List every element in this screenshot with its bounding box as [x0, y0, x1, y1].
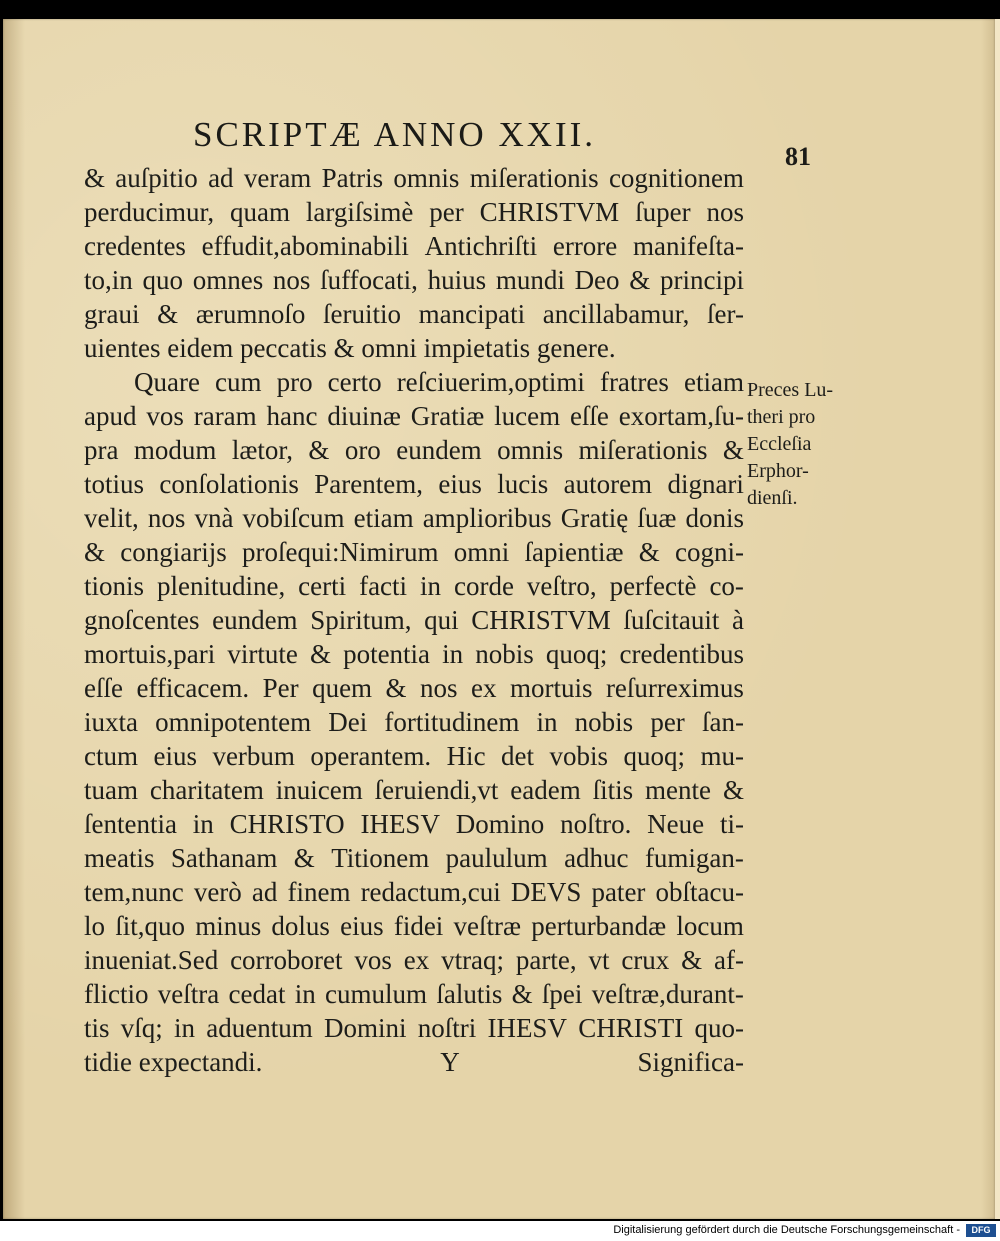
text-line: lo ſit,quo minus dolus eius fidei veſtræ perturbandæ locum: [84, 911, 744, 941]
text-line-final: [84, 1045, 744, 1079]
text-line: pra modum lætor, & oro eundem omnis miſerationis &: [84, 435, 744, 465]
funding-notice: Digitalisierung gefördert durch die Deutsche Forschungsgemeinschaft -: [613, 1224, 960, 1236]
dfg-logo-icon: DFG: [966, 1224, 996, 1237]
text-line: velit, nos vnà vobiſcum etiam amplioribus Gratię ſuæ donis: [84, 503, 744, 533]
text-line: mortuis,pari virtute & potentia in nobis quoq; credentibus: [84, 639, 744, 669]
text-line: tidie expectandi.: [84, 1047, 263, 1077]
text-line: graui & ærumnoſo ſeruitio mancipati ancillabamur, ſer-: [84, 299, 744, 329]
footer-bar: [0, 1221, 1000, 1241]
margin-note-line: Eccleſia: [747, 433, 812, 455]
text-line: to,in quo omnes nos ſuffocati, huius mundi Deo & principi: [84, 265, 744, 295]
page-number: 81: [785, 142, 811, 171]
text-line: eſſe efficacem. Per quem & nos ex mortuis reſurreximus: [84, 673, 744, 703]
text-line: tem,nunc verò ad finem redactum,cui DEVS pater obſtacu-: [84, 877, 744, 907]
text-line: gnoſcentes eundem Spiritum, qui CHRISTVM ſuſcitauit à: [84, 605, 744, 635]
catchword: Significa-: [637, 1047, 744, 1077]
text-line: tionis plenitudine, certi facti in corde veſtro, perfectè co-: [84, 571, 744, 601]
text-line: ctum eius verbum operantem. Hic det vobis quoq; mu-: [84, 741, 744, 771]
margin-note: [747, 377, 857, 512]
text-line: perducimur, quam largiſsimè per CHRISTVM ſuper nos: [84, 197, 744, 227]
running-title: SCRIPTÆ ANNO XXII.: [193, 115, 597, 154]
signature-mark: Y: [440, 1047, 460, 1077]
text-line: credentes effudit,abominabili Antichriſti errore manifeſta-: [84, 231, 744, 261]
book-page: [3, 19, 1000, 1219]
text-line: apud vos raram hanc diuinæ Gratiæ lucem eſſe exortam,ſu-: [84, 401, 744, 431]
text-line: inueniat.Sed corroboret vos ex vtraq; parte, vt crux & af-: [84, 945, 744, 975]
body-text: [84, 161, 744, 1079]
margin-note-line: theri pro: [747, 406, 816, 428]
text-line: Quare cum pro certo reſciuerim,optimi fratres etiam: [134, 367, 744, 397]
text-line: meatis Sathanam & Titionem paululum adhuc fumigan-: [84, 843, 744, 873]
margin-note-line: Erphor-: [747, 460, 809, 482]
text-line: tuam charitatem inuicem ſeruiendi,vt eadem ſitis mente &: [84, 775, 744, 805]
text-line: & congiarijs proſequi:Nimirum omni ſapientiæ & cogni-: [84, 537, 744, 567]
text-line: ſententia in CHRISTO IHESV Domino noſtro. Neue ti-: [84, 809, 744, 839]
text-line: iuxta omnipotentem Dei fortitudinem in nobis per ſan-: [84, 707, 744, 737]
text-line: flictio veſtra cedat in cumulum ſalutis & ſpei veſtræ,durant-: [84, 979, 744, 1009]
text-line: totius conſolationis Parentem, eius lucis autorem dignari: [84, 469, 744, 499]
margin-note-line: Preces Lu-: [747, 379, 834, 401]
text-line: & auſpitio ad veram Patris omnis miſerationis cognitionem: [84, 163, 744, 193]
text-line: tis vſq; in aduentum Domini noſtri IHESV CHRISTI quo-: [84, 1013, 744, 1043]
margin-note-line: dienſi.: [747, 487, 798, 509]
text-line: uientes eidem peccatis & omni impietatis genere.: [84, 333, 616, 363]
